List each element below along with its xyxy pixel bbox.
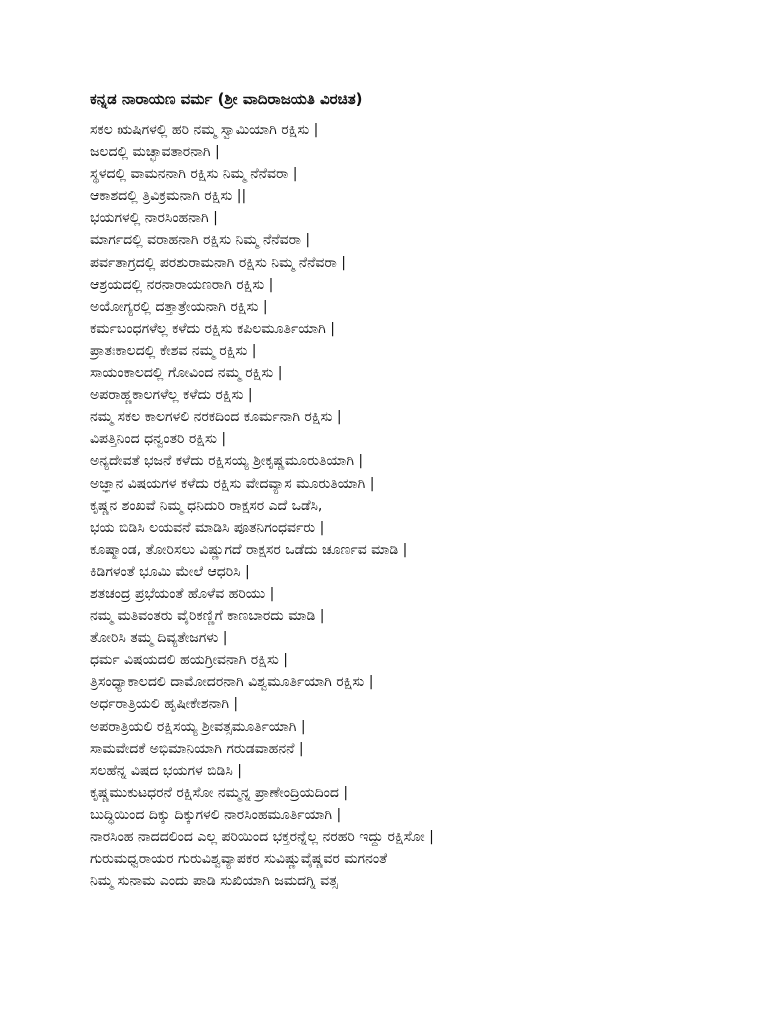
verse-line-26: ತ್ರಿಸಂಧ್ಯಾಕಾಲದಲಿ ದಾಮೋದರನಾಗಿ ವಿಶ್ವಮೂರ್ತಿಯಾಗಿ ರಕ್ಷಿಸು | — [90, 674, 374, 691]
verse-line-5: ಭಯಗಳಲ್ಲಿ ನಾರಸಿಂಹನಾಗಿ | — [90, 210, 218, 227]
verse-line-29: ಸಾಮವೇದಕೆ ಅಭಿಮಾನಿಯಾಗಿ ಗರುಡವಾಹನನೆ | — [90, 740, 304, 757]
verse-line-21: ಕಿಡಿಗಳಂತೆ ಭೂಮಿ ಮೇಲೆ ಆಧರಿಸಿ | — [90, 563, 250, 580]
verse-line-17: ಅಜ್ಞಾನ ವಿಷಯಗಳ ಕಳೆದು ರಕ್ಷಿಸು ವೇದವ್ಯಾಸ ಮೂರುತಿಯಾಗಿ | — [90, 475, 375, 492]
verse-line-28: ಅಪರಾತ್ರಿಯಲಿ ರಕ್ಷಿಸಯ್ಯ ಶ್ರೀವತ್ಸಮೂರ್ತಿಯಾಗಿ | — [90, 718, 306, 735]
verse-line-4: ಆಕಾಶದಲ್ಲಿ ತ್ರಿವಿಕ್ರಮನಾಗಿ ರಕ್ಷಿಸು || — [90, 188, 247, 205]
verse-line-6: ಮಾರ್ಗದಲ್ಲಿ ವರಾಹನಾಗಿ ರಕ್ಷಿಸು ನಿಮ್ಮ ನೆನೆವರಾ | — [90, 232, 311, 249]
verse-line-33: ನಾರಸಿಂಹ ನಾದದಲಿಂದ ಎಲ್ಲ ಪರಿಯಿಂದ ಭಕ್ತರನ್ನೆಲ್ಲ ನರಹರಿ ಇದ್ದು ರಕ್ಷಿಸೋ | — [90, 829, 434, 845]
verse-line-11: ಪ್ರಾತಃಕಾಲದಲ್ಲಿ ಕೇಶವ ನಮ್ಮ ರಕ್ಷಿಸು | — [90, 342, 257, 359]
verse-line-12: ಸಾಯಂಕಾಲದಲ್ಲಿ ಗೋವಿಂದ ನಮ್ಮ ರಕ್ಷಿಸು | — [90, 365, 283, 382]
verse-line-25: ಧರ್ಮ ವಿಷಯದಲಿ ಹಯಗ್ರೀವನಾಗಿ ರಕ್ಷಿಸು | — [90, 652, 288, 669]
verse-line-1: ಸಕಲ ಋಷಿಗಳಲ್ಲಿ ಹರಿ ನಮ್ಮ ಸ್ವಾಮಿಯಾಗಿ ರಕ್ಷಿಸು | — [90, 122, 319, 138]
verse-line-8: ಆಶ್ರಯದಲ್ಲಿ ನರನಾರಾಯಣರಾಗಿ ರಕ್ಷಿಸು | — [90, 276, 274, 293]
verse-line-19: ಭಯ ಬಿಡಿಸಿ ಲಯವನೆ ಮಾಡಿಸಿ ಪೂತನಿಗಂಧರ್ವರು | — [90, 519, 325, 536]
verse-line-34: ಗುರುಮಧ್ವರಾಯರ ಗುರುವಿಶ್ವವ್ಯಾಪಕರ ಸುವಿಷ್ಣುವೈಷ್ಣವರ ಮಗನಂತೆ — [90, 851, 388, 868]
verse-line-31: ಕೃಷ್ಣಮುಕುಟಧರನೆ ರಕ್ಷಿಸೋ ನಮ್ಮನ್ನ ಪ್ರಾಣೇಂದ್ರಿಯದಿಂದ | — [90, 784, 349, 801]
verse-line-23: ನಮ್ಮ ಮತಿವಂತರು ವೈರಿಕಣ್ಣಿಗೆ ಕಾಣಬಾರದು ಮಾಡಿ | — [90, 608, 325, 625]
verse-line-14: ನಮ್ಮ ಸಕಲ ಕಾಲಗಳಲಿ ನರಕದಿಂದ ಕೂರ್ಮನಾಗಿ ರಕ್ಷಿಸು | — [90, 409, 342, 426]
verse-line-24: ತೋರಿಸಿ ತಮ್ಮ ದಿವ್ಯತೇಜಗಳು | — [90, 630, 228, 647]
verse-line-18: ಕೃಷ್ಣನ ಶಂಖವೆ ನಿಮ್ಮ ಧನಿದುರಿ ರಾಕ್ಷಸರ ಎದೆ ಒಡೆಸಿ, — [90, 497, 323, 514]
verse-line-27: ಅರ್ಧರಾತ್ರಿಯಲಿ ಹೃಷೀಕೇಶನಾಗಿ | — [90, 696, 239, 713]
verse-line-22: ಶತಚಂದ್ರ ಪ್ರಭೆಯಂತೆ ಹೊಳೆವ ಹರಿಯು | — [90, 585, 275, 602]
verse-line-35: ನಿಮ್ಮ ಸುನಾಮ ಎಂದು ಪಾಡಿ ಸುಖಿಯಾಗಿ ಜಮದಗ್ನಿ ವತ್ಸ — [90, 873, 338, 890]
verse-line-3: ಸ್ಥಳದಲ್ಲಿ ವಾಮನನಾಗಿ ರಕ್ಷಿಸು ನಿಮ್ಮ ನೆನೆವರಾ | — [90, 166, 298, 183]
verse-line-20: ಕೂಷ್ಮಾಂಡ, ತೋರಿಸಲು ವಿಷ್ಣುಗದೆ ರಾಕ್ಷಸರ ಒಡೆದು ಚೂರ್ಣವ ಮಾಡಿ | — [90, 541, 408, 558]
verse-line-13: ಅಪರಾಹ್ಣಕಾಲಗಳೆಲ್ಲ ಕಳೆದು ರಕ್ಷಿಸು | — [90, 387, 253, 404]
verse-line-16: ಅನ್ಯದೇವತೆ ಭಜನೆ ಕಳೆದು ರಕ್ಷಿಸಯ್ಯ ಶ್ರೀಕೃಷ್ಣಮೂರುತಿಯಾಗಿ | — [90, 453, 364, 470]
verse-line-7: ಪರ್ವತಾಗ್ರದಲ್ಲಿ ಪರಶುರಾಮನಾಗಿ ರಕ್ಷಿಸು ನಿಮ್ಮ ನೆನೆವರಾ | — [90, 254, 346, 271]
verse-line-30: ಸಲಹೆನ್ನ ವಿಷದ ಭಯಗಳ ಬಿಡಿಸಿ | — [90, 762, 242, 779]
verse-line-10: ಕರ್ಮಬಂಧಗಳೆಲ್ಲ ಕಳೆದು ರಕ್ಷಿಸು ಕಪಿಲಮೂರ್ತಿಯಾಗಿ | — [90, 320, 335, 337]
verse-line-2: ಜಲದಲ್ಲಿ ಮಚ್ಛಾವತಾರನಾಗಿ | — [90, 144, 220, 161]
document-title: ಕನ್ನಡ ನಾರಾಯಣ ವರ್ಮ (ಶ್ರೀ ವಾದಿರಾಜಯತಿ ವಿರಚಿತ) — [90, 90, 363, 108]
verse-line-9: ಅಯೋಗ್ಯರಲ್ಲಿ ದತ್ತಾತ್ರೇಯನಾಗಿ ರಕ್ಷಿಸು | — [90, 298, 268, 315]
verse-line-15: ವಿಪತ್ತಿನಿಂದ ಧನ್ವಂತರಿ ರಕ್ಷಿಸು | — [90, 431, 227, 448]
document-content — [90, 88, 730, 892]
verse-line-32: ಬುದ್ಧಿಯಿಂದ ದಿಕ್ಕು ದಿಕ್ಕುಗಳಲಿ ನಾರಸಿಂಹಮೂರ್ತಿಯಾಗಿ | — [90, 806, 342, 823]
verse-list — [90, 119, 730, 892]
